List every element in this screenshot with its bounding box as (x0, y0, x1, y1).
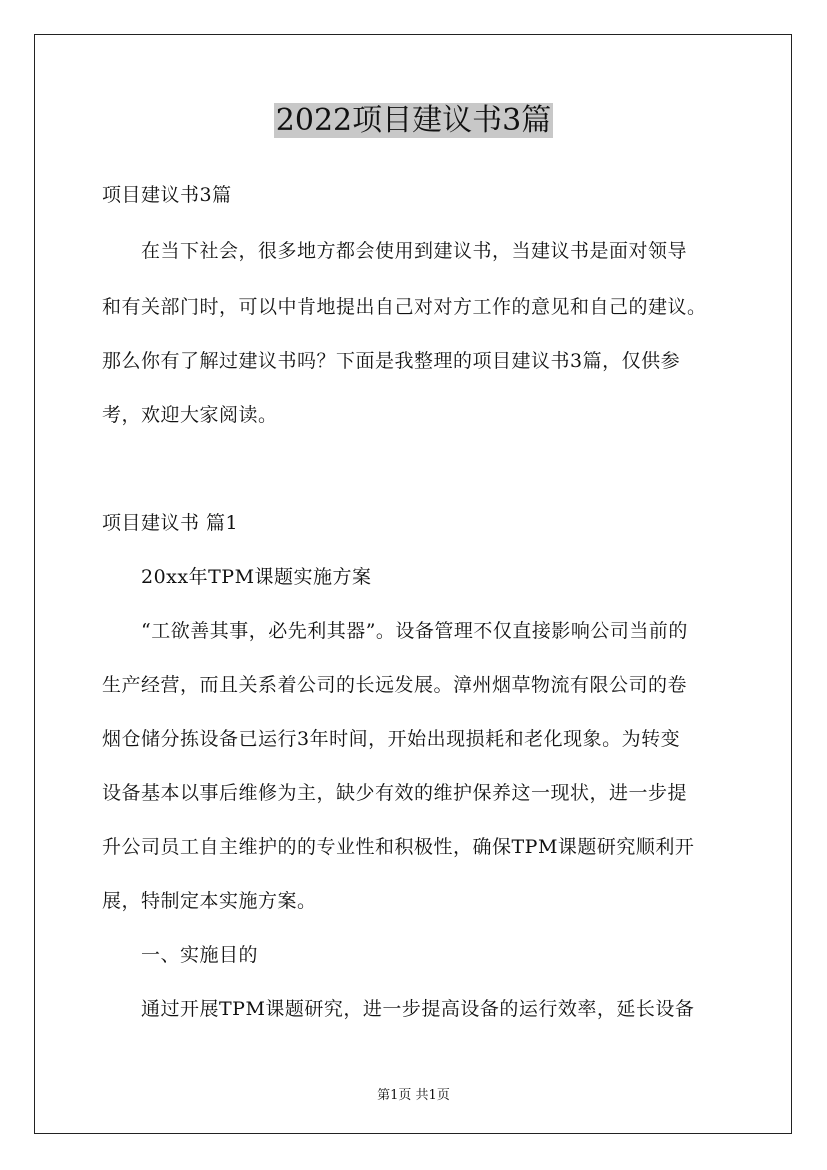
intro-line-4: 考，欢迎大家阅读。 (102, 404, 278, 426)
subtitle: 项目建议书3篇 (102, 184, 232, 206)
body-last-line: 通过开展TPM课题研究，进一步提高设备的运行效率，延长设备 (102, 998, 695, 1020)
subheading: 一、实施目的 (102, 944, 259, 966)
section-heading: 项目建议书 篇1 (102, 512, 239, 534)
intro-line-2: 和有关部门时，可以中肯地提出自己对对方工作的意见和自己的建议。 (102, 296, 707, 318)
intro-line-1: 在当下社会，很多地方都会使用到建议书，当建议书是面对领导 (102, 240, 688, 262)
body-line-2: 生产经营，而且关系着公司的长远发展。漳州烟草物流有限公司的卷 (102, 674, 688, 696)
plan-title: 20xx年TPM课题实施方案 (102, 566, 372, 588)
body-line-6: 展，特制定本实施方案。 (102, 890, 317, 912)
body-line-1: “工欲善其事，必先利其器”。设备管理不仅直接影响公司当前的 (102, 620, 688, 642)
body-line-5: 升公司员工自主维护的的专业性和积极性，确保TPM课题研究顺利开 (102, 836, 695, 858)
body-line-4: 设备基本以事后维修为主，缺少有效的维护保养这一现状，进一步提 (102, 782, 688, 804)
document-title (0, 100, 827, 142)
body-line-3: 烟仓储分拣设备已运行3年时间，开始出现损耗和老化现象。为转变 (102, 728, 681, 750)
document-title-text: 2022项目建议书3篇 (275, 103, 552, 138)
intro-line-3: 那么你有了解过建议书吗？下面是我整理的项目建议书3篇，仅供参 (102, 350, 681, 372)
page-footer: 第1页 共1页 (377, 1088, 450, 1103)
